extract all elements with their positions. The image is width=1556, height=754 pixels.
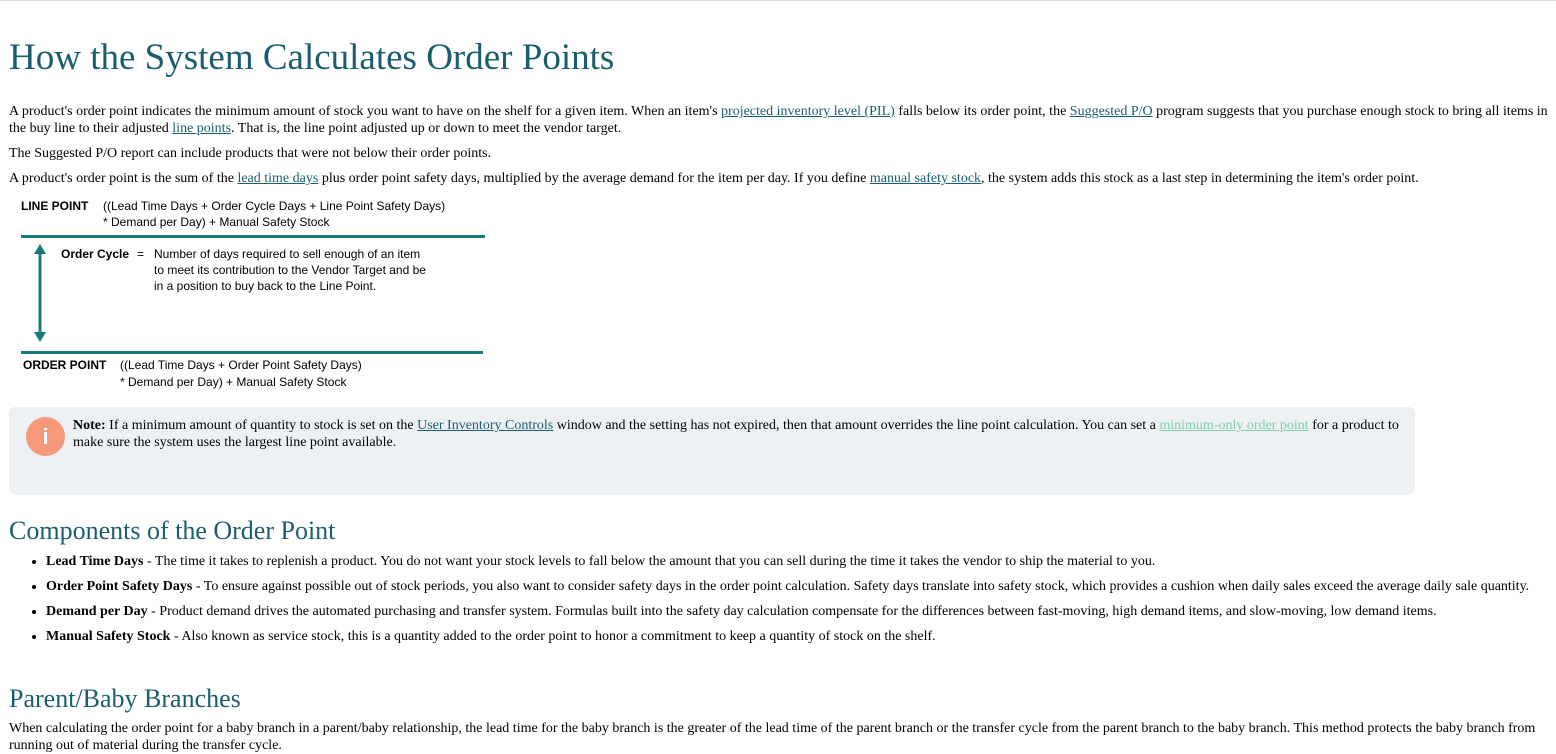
order-point-bar (21, 351, 483, 354)
components-list (9, 553, 1550, 653)
note-text-part: If a minimum amount of quantity to stock is set on the (105, 418, 418, 433)
component-desc: - The time it takes to replenish a product. You do not want your stock levels to fall below the amount that you can sell during the time it takes the vendor to ship the material to you. (143, 554, 1156, 569)
component-desc: - Product demand drives the automated purchasing and transfer system. Formulas built into the safety day calculation compensate for the differences between fast-moving, high demand items, and slow-moving, low demand items. (147, 604, 1437, 619)
intro-text: plus order point safety days, multiplied by the average demand for the item per day. If you define (318, 171, 870, 186)
intro-text: A product's order point is the sum of the (9, 171, 238, 186)
line-points-link[interactable]: line points (172, 121, 232, 136)
order-cycle-arrow-icon (33, 244, 47, 342)
order-cycle-desc-line-2: to meet its contribution to the Vendor Target and be (154, 263, 426, 277)
intro-text: . That is, the line point adjusted up or down to meet the vendor target. (231, 121, 622, 136)
user-inventory-controls-link[interactable]: User Inventory Controls (417, 418, 554, 433)
intro-text: , the system adds this stock as a last step in determining the item's order point. (981, 171, 1419, 186)
note-text-part: for a product to make sure the system uses the largest line point available. (73, 418, 1399, 450)
order-point-formula-line-1: ((Lead Time Days + Order Point Safety Days) (120, 358, 362, 372)
line-point-formula-line-2: * Demand per Day) + Manual Safety Stock (103, 215, 330, 229)
minimum-only-order-point-link[interactable]: minimum-only order point (1159, 418, 1309, 433)
order-point-label: ORDER POINT (23, 358, 107, 372)
pil-link[interactable]: projected inventory level (PIL) (721, 104, 895, 119)
note-label: Note: (73, 418, 106, 433)
lead-time-days-link[interactable]: lead time days (237, 171, 319, 186)
component-term: Demand per Day (46, 604, 148, 619)
component-term: Lead Time Days (46, 554, 144, 569)
component-desc: - Also known as service stock, this is a quantity added to the order point to honor a commitment to keep a quantity of stock on the shelf. (170, 629, 936, 644)
order-cycle-equals: = (137, 247, 145, 261)
parent-baby-paragraph: When calculating the order point for a baby branch in a parent/baby relationship, the lead time for the baby branch is the greater of the lead time of the parent branch or the transfer cycle from the parent branch to the baby branch. This method protects the baby branch from running out of material during the transfer cycle. (9, 721, 1536, 753)
intro-text: falls below its order point, the (894, 104, 1070, 119)
component-term: Manual Safety Stock (46, 629, 171, 644)
line-point-bar (21, 235, 485, 238)
component-desc: - To ensure against possible out of stock periods, you also want to consider safety days in the order point calculation. Safety days translate into safety stock, which provides a cushion when daily sales exceed the average daily sale quantity. (192, 579, 1530, 594)
intro-paragraph-3 (9, 170, 1550, 187)
info-icon: i (26, 417, 65, 456)
component-term: Order Point Safety Days (46, 579, 193, 594)
list-item (46, 628, 1550, 645)
list-item (46, 553, 1550, 570)
order-cycle-label: Order Cycle (61, 247, 130, 261)
list-item (46, 578, 1550, 595)
components-heading: Components of the Order Point (9, 516, 336, 545)
suggested-po-link[interactable]: Suggested P/O (1069, 104, 1153, 119)
line-point-formula-line-1: ((Lead Time Days + Order Cycle Days + Line Point Safety Days) (103, 199, 446, 213)
intro-paragraph-1 (9, 103, 1550, 137)
note-callout (9, 407, 1415, 495)
order-cycle-desc-line-3: in a position to buy back to the Line Point. (154, 279, 377, 293)
list-item (46, 603, 1550, 620)
note-text-part: window and the setting has not expired, then that amount overrides the line point calculation. You can set a (553, 418, 1160, 433)
manual-safety-stock-link[interactable]: manual safety stock (869, 171, 982, 186)
intro-paragraph-2: The Suggested P/O report can include products that were not below their order points. (9, 146, 492, 161)
intro-text: program suggests that you purchase enough stock to bring all items in the buy line to their adjusted (9, 104, 1548, 136)
note-text (73, 417, 1405, 451)
order-point-diagram (21, 198, 491, 393)
top-border (0, 0, 1556, 1)
intro-text: A product's order point indicates the minimum amount of stock you want to have on the shelf for a given item. When an item's (9, 104, 722, 119)
order-point-formula-line-2: * Demand per Day) + Manual Safety Stock (120, 375, 347, 389)
page-title: How the System Calculates Order Points (9, 37, 615, 78)
order-cycle-desc-line-1: Number of days required to sell enough of an item (154, 247, 421, 261)
line-point-label: LINE POINT (21, 199, 89, 213)
parent-baby-heading: Parent/Baby Branches (9, 684, 241, 713)
